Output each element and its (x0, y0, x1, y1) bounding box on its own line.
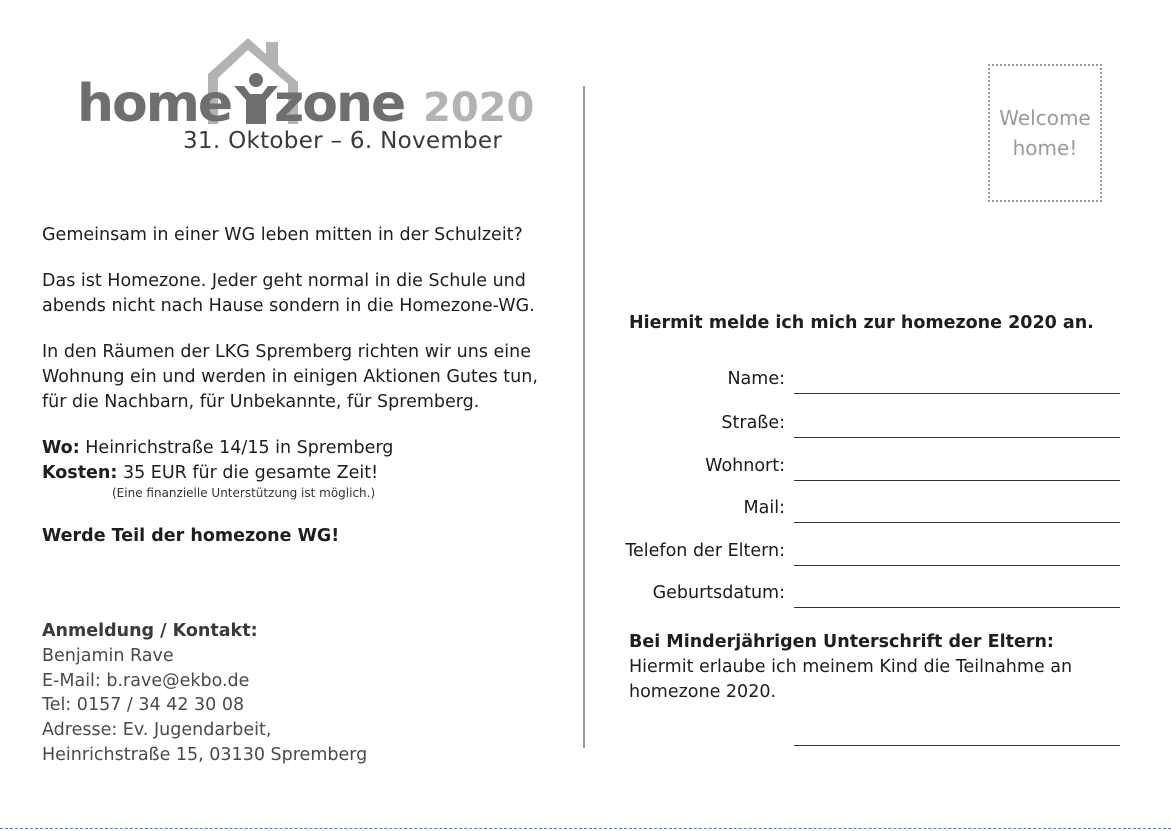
location-line (42, 436, 393, 461)
cut-edge (0, 828, 1171, 829)
field-label-street: Straße: (721, 413, 785, 433)
contact-heading: Anmeldung / Kontakt: (42, 621, 258, 641)
city-field-line[interactable] (794, 480, 1120, 481)
location-label: Wo: (42, 438, 80, 458)
paragraph-line: für die Nachbarn, für Unbekannte, für Spremberg. (42, 391, 480, 412)
event-dates: 31. Oktober – 6. November (183, 128, 503, 154)
contact-block (42, 619, 367, 768)
parent-signature-line[interactable] (794, 745, 1120, 746)
name-field-line[interactable] (794, 393, 1120, 394)
stamp-text: Welcome home! (999, 106, 1091, 160)
minor-consent-heading: Bei Minderjährigen Unterschrift der Eltern: (629, 632, 1054, 652)
location-value: Heinrichstraße 14/15 in Spremberg (79, 438, 394, 458)
street-field-line[interactable] (794, 437, 1120, 438)
birthdate-field-line[interactable] (794, 607, 1120, 608)
field-label-city: Wohnort: (705, 456, 785, 476)
field-label-parent-phone: Telefon der Eltern: (625, 541, 785, 561)
intro-paragraph-1 (42, 269, 562, 319)
intro-paragraph-2 (42, 340, 572, 414)
field-label-name: Name: (727, 369, 785, 389)
logo-year: 2020 (423, 85, 535, 131)
contact-address-2: Heinrichstraße 15, 03130 Spremberg (42, 744, 368, 765)
financial-support-note: (Eine finanzielle Unterstützung ist möglich.) (112, 486, 376, 500)
contact-address-1: Adresse: Ev. Jugendarbeit, (42, 720, 272, 741)
contact-phone: Tel: 0157 / 34 42 30 08 (42, 695, 245, 716)
paragraph-line: In den Räumen der LKG Spremberg richten wir uns eine (42, 342, 531, 362)
field-label-birthdate: Geburtsdatum: (652, 583, 785, 603)
consent-line: homezone 2020. (629, 681, 777, 702)
form-intro: Hiermit melde ich mich zur homezone 2020 an. (629, 313, 1094, 333)
field-label-mail: Mail: (743, 498, 785, 518)
logo-word-home: home (77, 74, 232, 134)
parent-phone-field-line[interactable] (794, 565, 1120, 566)
cost-value: 35 EUR für die gesamte Zeit! (117, 463, 379, 483)
cost-label: Kosten: (42, 463, 118, 483)
minor-consent-text (629, 655, 1072, 705)
contact-email: E-Mail: b.rave@ekbo.de (42, 670, 250, 691)
cost-line (42, 461, 378, 486)
consent-line: Hiermit erlaube ich meinem Kind die Teilnahme an (629, 657, 1073, 677)
intro-question: Gemeinsam in einer WG leben mitten in der Schulzeit? (42, 225, 523, 245)
logo-word-zone: zone (274, 74, 405, 134)
paragraph-line: Das ist Homezone. Jeder geht normal in die Schule und (42, 271, 526, 291)
contact-name: Benjamin Rave (42, 645, 174, 666)
paragraph-line: Wohnung ein und werden in einigen Aktionen Gutes tun, (42, 366, 538, 387)
paragraph-line: abends nicht nach Hause sondern in die Homezone-WG. (42, 295, 535, 316)
mail-field-line[interactable] (794, 522, 1120, 523)
stamp-box (988, 64, 1102, 202)
call-to-action: Werde Teil der homezone WG! (42, 526, 340, 546)
